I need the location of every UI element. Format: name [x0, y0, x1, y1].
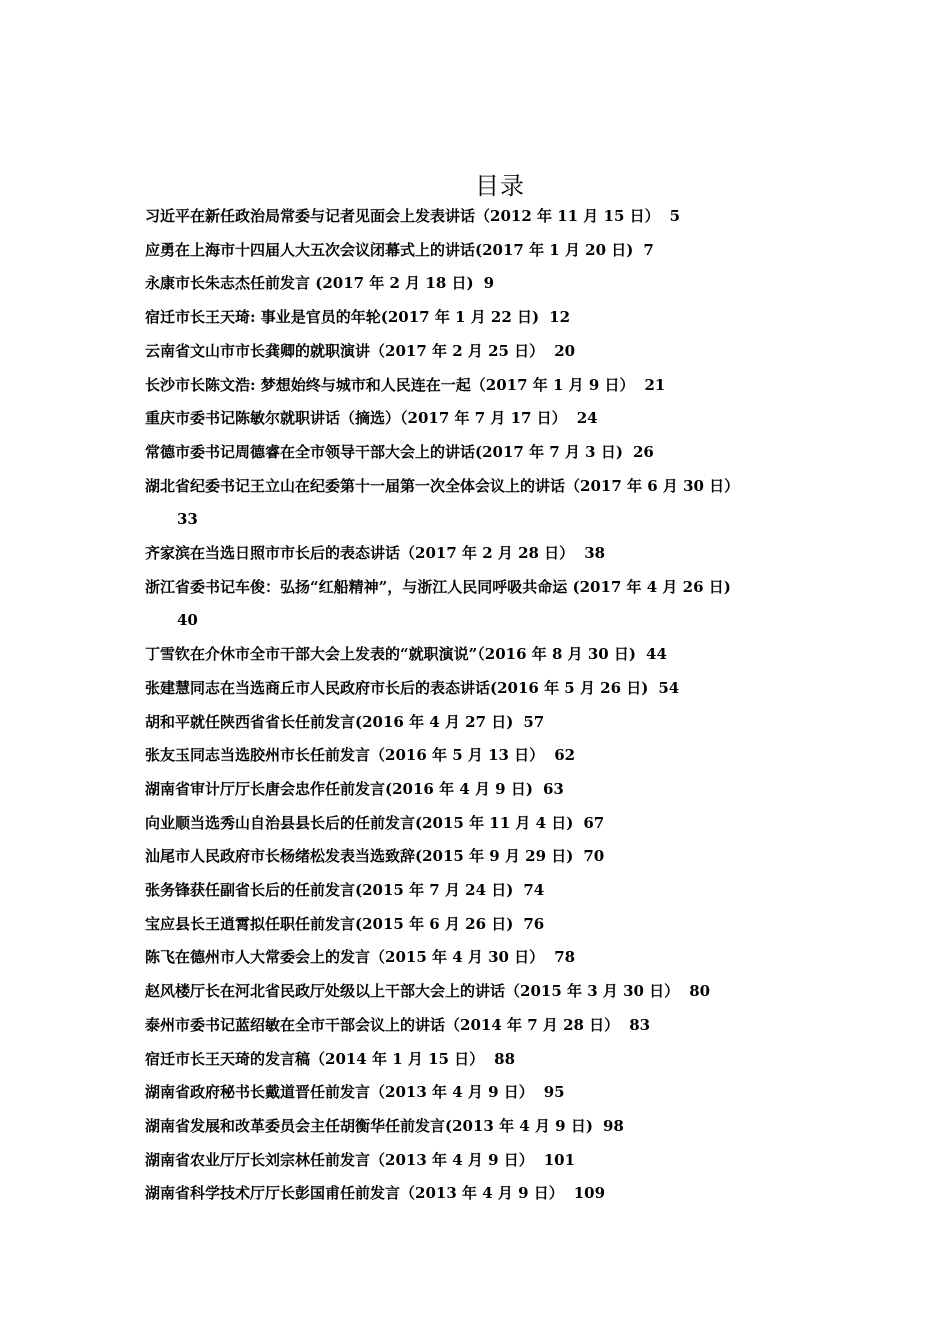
toc-entry[interactable]	[145, 1009, 825, 1043]
toc-entry-page-number: 76	[523, 914, 545, 933]
toc-entry[interactable]	[145, 807, 825, 841]
toc-entry[interactable]	[145, 1177, 825, 1211]
toc-title: 目录	[475, 172, 525, 200]
toc-entry-title: 习近平在新任政治局常委与记者见面会上发表讲话（2012 年 11 月 15 日）	[145, 207, 660, 225]
toc-entry-title: 湖南省发展和改革委员会主任胡衡华任前发言(2013 年 4 月 9 日)	[145, 1116, 593, 1135]
toc-entry[interactable]	[145, 402, 825, 436]
toc-entry[interactable]	[145, 301, 825, 335]
toc-entry-page-number: 67	[583, 813, 605, 832]
toc-entry[interactable]	[145, 706, 825, 740]
toc-entry[interactable]	[145, 672, 825, 706]
toc-list	[145, 200, 825, 1211]
toc-entry[interactable]	[145, 234, 825, 268]
toc-entry-page-number: 33	[177, 510, 198, 529]
toc-entry[interactable]	[145, 335, 825, 369]
toc-entry-page-number: 7	[643, 240, 654, 259]
toc-entry-page-number: 83	[629, 1015, 651, 1034]
toc-entry-page-number: 5	[669, 207, 681, 225]
toc-entry-title: 湖南省审计厅厅长唐会忠作任前发言(2016 年 4 月 9 日)	[145, 779, 533, 798]
toc-entry-page-number: 80	[689, 982, 711, 1001]
toc-entry[interactable]	[145, 773, 825, 807]
toc-entry[interactable]	[145, 200, 825, 234]
toc-entry-title: 应勇在上海市十四届人大五次会议闭幕式上的讲话(2017 年 1 月 20 日)	[145, 240, 634, 259]
toc-entry[interactable]	[145, 537, 825, 571]
toc-entry-title: 向业顺当选秀山自治县县长后的任前发言(2015 年 11 月 4 日)	[145, 813, 574, 832]
toc-entry-title: 云南省文山市市长龚卿的就职演讲（2017 年 2 月 25 日）	[145, 341, 545, 360]
toc-entry-title: 齐家滨在当选日照市市长后的表态讲话（2017 年 2 月 28 日）	[145, 544, 575, 563]
toc-entry[interactable]	[145, 1144, 825, 1178]
toc-entry-title: 长沙市长陈文浩: 梦想始终与城市和人民连在一起（2017 年 1 月 9 日）	[145, 375, 635, 394]
toc-entry-title: 重庆市委书记陈敏尔就职讲话（摘选）（2017 年 7 月 17 日）	[145, 409, 567, 428]
toc-entry[interactable]	[145, 638, 825, 672]
toc-entry-title: 宝应县长王逍霄拟任职任前发言(2015 年 6 月 26 日)	[145, 914, 514, 933]
toc-entry-page-number: 57	[523, 712, 545, 731]
toc-entry-page-number: 62	[554, 746, 576, 765]
toc-entry-page-number: 12	[549, 308, 571, 327]
toc-entry-title: 陈飞在德州市人大常委会上的发言（2015 年 4 月 30 日）	[145, 948, 545, 967]
toc-entry[interactable]	[145, 874, 825, 908]
toc-entry-title: 湖南省农业厅厅长刘宗林任前发言（2013 年 4 月 9 日）	[145, 1150, 534, 1169]
toc-entry-title: 浙江省委书记车俊：弘扬“红船精神”，与浙江人民同呼吸共命运 (2017 年 4 月 26 日)	[145, 577, 731, 596]
toc-entry-title: 张建慧同志在当选商丘市人民政府市长后的表态讲话(2016 年 5 月 26 日)	[145, 678, 649, 697]
toc-entry-page-number: 101	[543, 1150, 576, 1169]
toc-entry[interactable]	[145, 571, 825, 638]
toc-entry[interactable]	[145, 1043, 825, 1077]
toc-entry-page-number: 20	[554, 341, 576, 360]
toc-entry-title: 张友玉同志当选胶州市长任前发言（2016 年 5 月 13 日）	[145, 746, 545, 765]
toc-entry-page-number: 95	[543, 1083, 565, 1102]
toc-entry[interactable]	[145, 267, 825, 301]
toc-entry-page-number: 21	[644, 375, 666, 394]
toc-entry[interactable]	[145, 1076, 825, 1110]
toc-entry[interactable]	[145, 975, 825, 1009]
toc-entry-page-number: 98	[602, 1116, 624, 1135]
toc-entry-page-number: 78	[554, 948, 576, 967]
toc-entry[interactable]	[145, 470, 825, 537]
toc-entry[interactable]	[145, 1110, 825, 1144]
toc-entry-title: 泰州市委书记蓝绍敏在全市干部会议上的讲话（2014 年 7 月 28 日）	[145, 1015, 620, 1034]
toc-entry-title: 丁雪钦在介休市全市干部大会上发表的“就职演说”（2016 年 8 月 30 日)	[145, 645, 637, 664]
toc-entry[interactable]	[145, 369, 825, 403]
toc-entry-title: 汕尾市人民政府市长杨绪松发表当选致辞(2015 年 9 月 29 日)	[145, 847, 574, 866]
toc-entry-page-number: 24	[576, 409, 598, 428]
toc-entry[interactable]	[145, 436, 825, 470]
toc-entry-page-number: 38	[584, 544, 606, 563]
toc-entry-title: 张务锋获任副省长后的任前发言(2015 年 7 月 24 日)	[145, 881, 514, 900]
toc-entry-page-number: 63	[542, 779, 564, 798]
toc-entry-page-number: 40	[177, 611, 198, 630]
toc-entry[interactable]	[145, 941, 825, 975]
toc-entry[interactable]	[145, 908, 825, 942]
toc-entry-title: 湖南省政府秘书长戴道晋任前发言（2013 年 4 月 9 日）	[145, 1083, 534, 1102]
toc-entry-title: 宿迁市长王天琦的发言稿（2014 年 1 月 15 日）	[145, 1049, 485, 1068]
toc-entry-page-number: 44	[646, 645, 667, 664]
toc-entry-page-number: 54	[658, 678, 680, 697]
toc-entry-page-number: 70	[583, 847, 605, 866]
toc-entry[interactable]	[145, 840, 825, 874]
toc-entry-title: 湖北省纪委书记王立山在纪委第十一届第一次全体会议上的讲话（2017 年 6 月 30 日）	[145, 476, 740, 495]
toc-entry-title: 湖南省科学技术厅厅长彭国甫任前发言（2013 年 4 月 9 日）	[145, 1184, 564, 1203]
toc-entry-page-number: 26	[632, 442, 654, 461]
toc-entry-title: 永康市长朱志杰任前发言 (2017 年 2 月 18 日)	[145, 274, 474, 293]
toc-entry-title: 常德市委书记周德睿在全市领导干部大会上的讲话(2017 年 7 月 3 日)	[145, 442, 623, 461]
toc-entry-page-number: 74	[523, 881, 545, 900]
toc-entry-title: 宿迁市长王天琦: 事业是官员的年轮(2017 年 1 月 22 日)	[145, 308, 540, 327]
toc-entry[interactable]	[145, 739, 825, 773]
toc-entry-page-number: 109	[573, 1184, 606, 1203]
toc-entry-page-number: 88	[494, 1049, 516, 1068]
toc-entry-page-number: 9	[483, 274, 495, 293]
toc-entry-title: 胡和平就任陕西省省长任前发言(2016 年 4 月 27 日)	[145, 712, 514, 731]
toc-entry-title: 赵风楼厅长在河北省民政厅处级以上干部大会上的讲话（2015 年 3 月 30 日）	[145, 982, 680, 1001]
